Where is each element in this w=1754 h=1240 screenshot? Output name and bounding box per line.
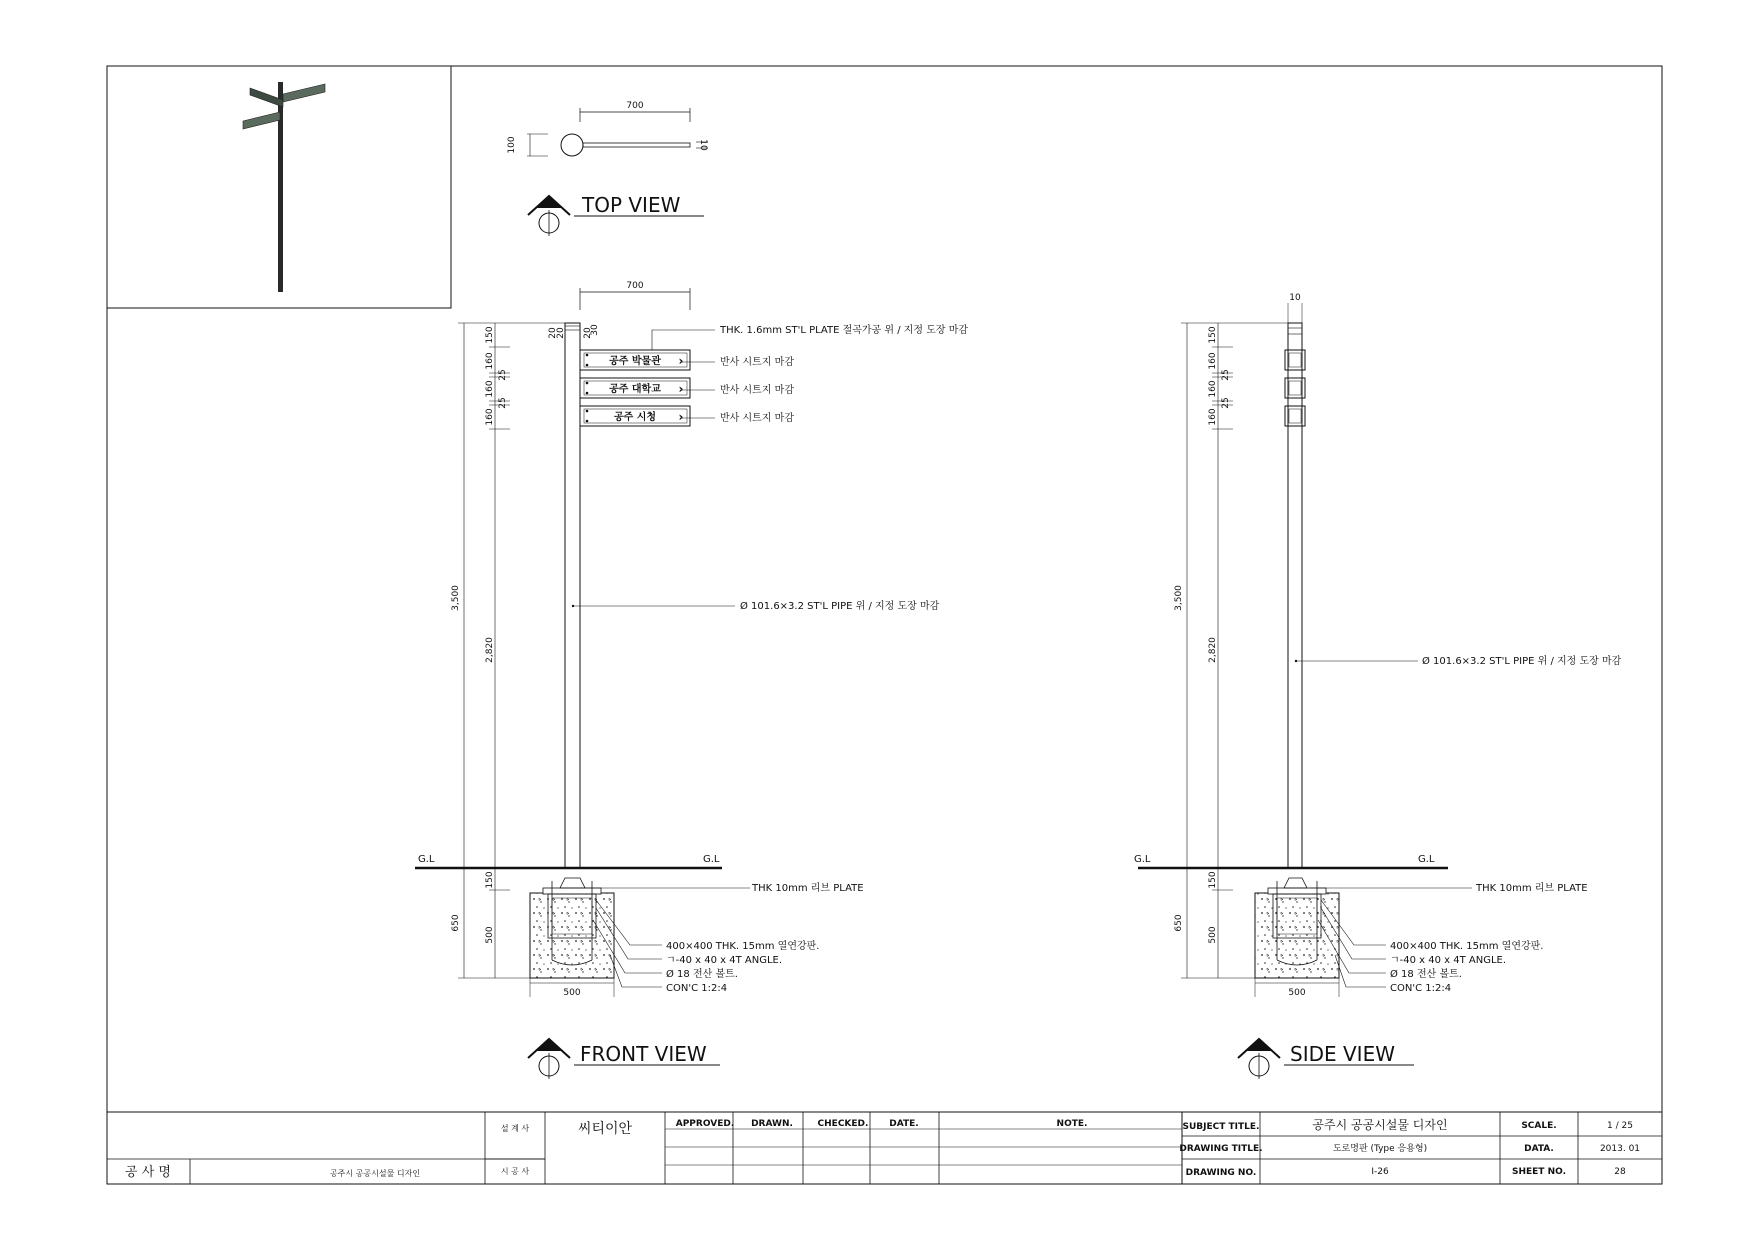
side-dim-footing-width: 500 xyxy=(1288,988,1306,998)
side-dim-plate-5: 25 xyxy=(1221,397,1231,409)
top-dim-diameter: 100 xyxy=(507,136,517,154)
front-dim-total-height: 3,500 xyxy=(451,585,461,611)
front-pole-cap xyxy=(565,326,580,330)
side-note-conc: CON'C 1:2:4 xyxy=(1390,983,1452,994)
front-note-rib: THK 10mm 리브 PLATE xyxy=(752,883,864,894)
tb-checked: CHECKED. xyxy=(817,1119,869,1129)
side-dim-total-height: 3,500 xyxy=(1174,585,1184,611)
front-note-bolt: Ø 18 전산 볼트. xyxy=(666,969,738,980)
front-dim-base: 150 xyxy=(485,871,495,889)
top-view-marker xyxy=(528,196,570,236)
front-dim-small-right-1: 20 xyxy=(583,327,593,339)
tb-scale-label: SCALE. xyxy=(1521,1121,1557,1131)
tb-sheet-no: 28 xyxy=(1614,1167,1626,1177)
title-block xyxy=(107,1112,1662,1184)
side-dim-pole-height: 2,820 xyxy=(1208,637,1218,663)
front-sign-2-arrow: › xyxy=(678,382,684,396)
side-dim-plate-3: 25 xyxy=(1221,369,1231,381)
tb-drawn: DRAWN. xyxy=(751,1119,793,1129)
front-dim-width: 700 xyxy=(626,281,644,291)
render-preview xyxy=(107,66,451,308)
front-dim-footing: 500 xyxy=(485,926,495,944)
side-gl-left: G.L xyxy=(1134,854,1151,865)
tb-subject-title-label: SUBJECT TITLE. xyxy=(1182,1122,1260,1132)
top-dim-thk: 10 xyxy=(698,139,708,151)
side-view-marker xyxy=(1238,1039,1280,1079)
tb-scale: 1 / 25 xyxy=(1607,1121,1633,1131)
front-note-steel-plate: 400×400 THK. 15mm 열연강판. xyxy=(666,941,820,952)
tb-designer: 씨티이안 xyxy=(577,1121,633,1137)
tb-data-label: DATA. xyxy=(1524,1144,1554,1154)
front-view-marker xyxy=(528,1039,570,1079)
front-note-pipe: Ø 101.6×3.2 ST'L PIPE 위 / 지정 도장 마감 xyxy=(740,601,940,612)
front-dim-footing-width: 500 xyxy=(563,988,581,998)
side-gl-right: G.L xyxy=(1418,854,1435,865)
side-dim-plate-2: 160 xyxy=(1208,352,1218,370)
front-gl-right: G.L xyxy=(703,854,720,865)
front-sign-2 xyxy=(580,378,690,398)
tb-note: NOTE. xyxy=(1056,1119,1088,1129)
top-view xyxy=(507,101,708,236)
tb-project-label: 공 사 명 xyxy=(125,1165,171,1180)
render-sign-3 xyxy=(243,112,280,129)
side-view xyxy=(1134,293,1622,1079)
side-dim-base: 150 xyxy=(1208,871,1218,889)
front-sign-3-label: 공주 시청 xyxy=(613,412,657,423)
front-note-angle: ㄱ-40 x 40 x 4T ANGLE. xyxy=(666,955,783,966)
front-dim-small-left-1: 20 xyxy=(548,327,558,339)
front-sign-3-arrow: › xyxy=(678,410,684,424)
front-pole xyxy=(565,323,580,868)
front-note-sheet-1: 반사 시트지 마감 xyxy=(720,357,794,368)
top-view-title: TOP VIEW xyxy=(582,193,681,217)
front-view-title: FRONT VIEW xyxy=(580,1042,707,1066)
front-note-conc: CON'C 1:2:4 xyxy=(666,983,728,994)
tb-sheet-no-label: SHEET NO. xyxy=(1512,1167,1566,1177)
tb-subject-title: 공주시 공공시설물 디자인 xyxy=(1312,1118,1448,1132)
front-dim-plate-6: 160 xyxy=(485,408,495,426)
front-dim-plate-3: 25 xyxy=(498,369,508,381)
front-view xyxy=(415,281,968,1079)
side-dim-top: 10 xyxy=(1289,293,1301,303)
sheet-border xyxy=(107,66,1662,1184)
top-pipe-circle xyxy=(561,134,583,156)
side-dim-plate-1: 150 xyxy=(1208,326,1218,344)
side-view-title: SIDE VIEW xyxy=(1290,1042,1395,1066)
side-note-angle: ㄱ-40 x 40 x 4T ANGLE. xyxy=(1390,955,1507,966)
front-sign-2-label: 공주 대학교 xyxy=(609,384,661,395)
tb-project: 공주시 공공시설물 디자인 xyxy=(329,1169,421,1178)
side-note-pipe: Ø 101.6×3.2 ST'L PIPE 위 / 지정 도장 마감 xyxy=(1422,656,1622,667)
top-plate xyxy=(583,143,690,147)
side-note-bolt: Ø 18 전산 볼트. xyxy=(1390,969,1462,980)
front-sign-1-arrow: › xyxy=(678,354,684,368)
front-sign-3 xyxy=(580,406,690,426)
side-dim-footing-total: 650 xyxy=(1174,914,1184,932)
front-dim-plate-1: 150 xyxy=(485,326,495,344)
side-dim-plate-6: 160 xyxy=(1208,408,1218,426)
front-dim-plate-5: 25 xyxy=(498,397,508,409)
tb-drawing-no: I-26 xyxy=(1371,1167,1389,1177)
front-gl-left: G.L xyxy=(418,854,435,865)
front-dim-footing-total: 650 xyxy=(451,914,461,932)
tb-builder-label: 시 공 사 xyxy=(500,1167,530,1176)
side-dim-footing: 500 xyxy=(1208,926,1218,944)
tb-approved: APPROVED. xyxy=(675,1119,735,1129)
front-dim-plate-4: 160 xyxy=(485,380,495,398)
front-note-sheet-3: 반사 시트지 마감 xyxy=(720,413,794,424)
side-dim-plate-4: 160 xyxy=(1208,380,1218,398)
top-dim-width: 700 xyxy=(626,101,644,111)
tb-drawing-title-label: DRAWING TITLE. xyxy=(1179,1144,1263,1154)
side-note-rib: THK 10mm 리브 PLATE xyxy=(1476,883,1588,894)
front-note-plate: THK. 1.6mm ST'L PLATE 절곡가공 위 / 지정 도장 마감 xyxy=(720,325,969,336)
front-sign-1-label: 공주 박물관 xyxy=(609,356,661,367)
tb-date: DATE. xyxy=(889,1119,919,1129)
render-sign-1 xyxy=(283,84,325,102)
front-sign-1 xyxy=(580,350,690,370)
front-dim-small-right-2: 30 xyxy=(590,324,600,336)
side-note-steel-plate: 400×400 THK. 15mm 열연강판. xyxy=(1390,941,1544,952)
front-dim-pole-height: 2,820 xyxy=(485,637,495,663)
front-dim-plate-2: 160 xyxy=(485,352,495,370)
tb-drawing-title: 도로명판 (Type 응용형) xyxy=(1332,1144,1428,1154)
tb-drawing-no-label: DRAWING NO. xyxy=(1185,1168,1257,1178)
front-note-sheet-2: 반사 시트지 마감 xyxy=(720,385,794,396)
tb-designer-label: 설 계 사 xyxy=(500,1124,530,1133)
front-dim-small-left-2: 20 xyxy=(556,327,566,339)
side-pole xyxy=(1288,323,1302,868)
tb-data: 2013. 01 xyxy=(1599,1144,1641,1154)
